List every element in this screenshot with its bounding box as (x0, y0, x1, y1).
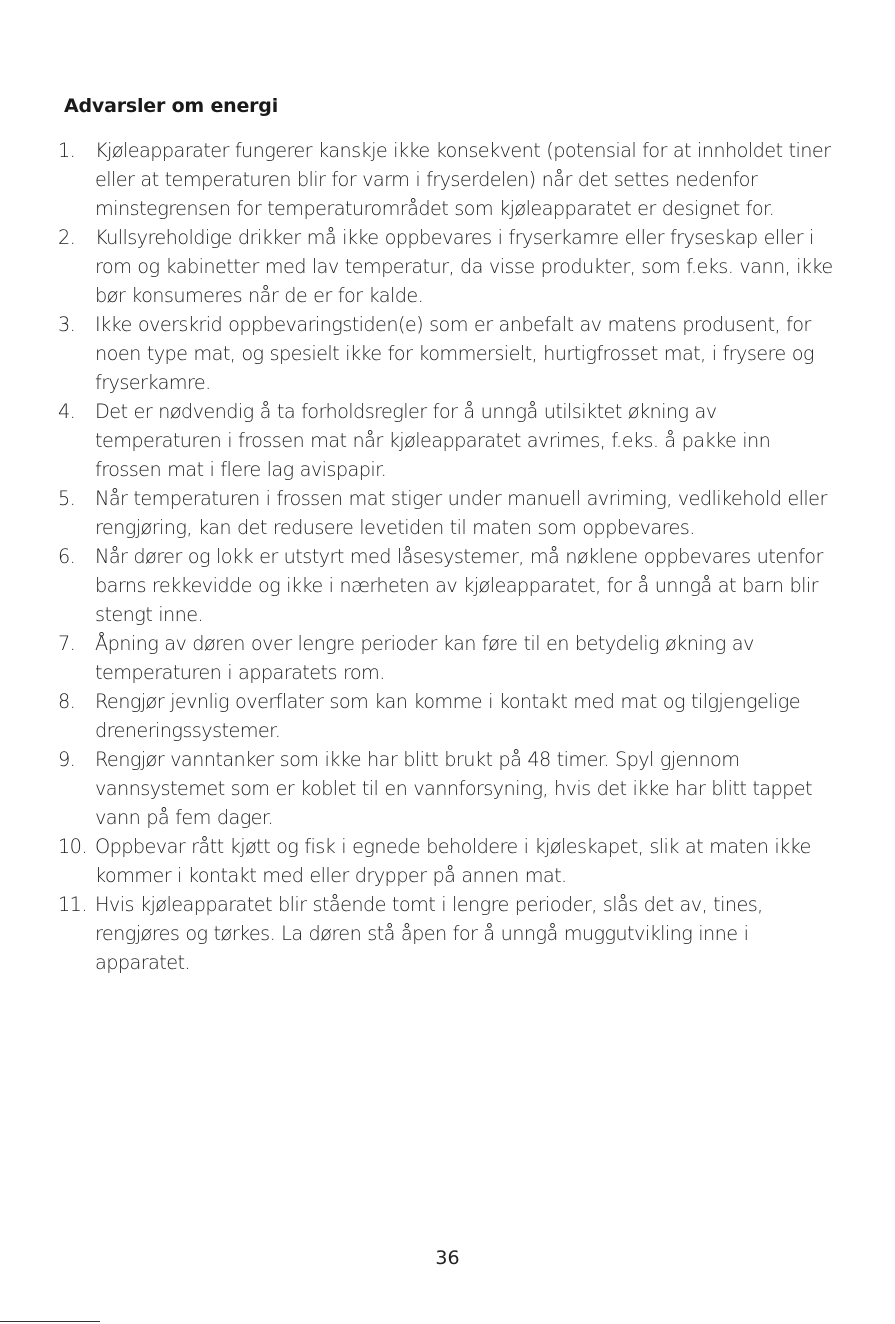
list-item-text: Oppbevar rått kjøtt og fisk i egnede beholdere i kjøleskapet, slik at maten ikke kommer i kontakt med eller drypper på annen mat. (95, 835, 811, 887)
list-item (58, 745, 838, 832)
list-item-number: 6. (58, 545, 76, 568)
page-number: 36 (435, 1247, 460, 1269)
section-heading: Advarsler om energi (64, 95, 279, 117)
list-item-number: 8. (58, 690, 76, 713)
list-item-text: Hvis kjøleapparatet blir stående tomt i lengre perioder, slås det av, tines, rengjøres og tørkes. La døren stå åpen for å unngå muggutvikling inne i apparatet. (95, 893, 763, 974)
list-item (58, 542, 838, 629)
list-item-number: 2. (58, 226, 76, 249)
list-item (58, 890, 838, 977)
list-item-text: Når dører og lokk er utstyrt med låsesystemer, må nøklene oppbevares utenfor barns rekkevidde og ikke i nærheten av kjøleapparatet, for å unngå at barn blir stengt inne. (95, 545, 823, 626)
list-item-number: 3. (58, 313, 76, 336)
list-item-number: 4. (58, 400, 76, 423)
list-item-text: Det er nødvendig å ta forholdsregler for å unngå utilsiktet økning av temperaturen i frossen mat når kjøleapparatet avrimes, f.eks. å pakke inn frossen mat i flere lag avispapir. (95, 400, 771, 481)
list-item-text: Kjøleapparater fungerer kanskje ikke konsekvent (potensial for at innholdet tiner eller at temperaturen blir for varm i fryserdelen) når det settes nedenfor minstegrensen for temperaturområdet som kjøleapparatet er designet for. (95, 139, 831, 220)
list-item (58, 310, 838, 397)
list-item-text: Åpning av døren over lengre perioder kan føre til en betydelig økning av temperaturen i apparatets rom. (95, 632, 754, 684)
list-item (58, 832, 838, 890)
list-item-number: 10. (58, 835, 87, 858)
list-item (58, 629, 838, 687)
list-item-text: Rengjør vanntanker som ikke har blitt brukt på 48 timer. Spyl gjennom vannsystemet som er koblet til en vannforsyning, hvis det ikke har blitt tappet vann på fem dager. (95, 748, 813, 829)
energy-warnings-list (58, 136, 838, 977)
list-item-number: 11. (58, 893, 87, 916)
list-item (58, 397, 838, 484)
list-item-number: 5. (58, 487, 76, 510)
list-item-number: 7. (58, 632, 76, 655)
list-item-text: Ikke overskrid oppbevaringstiden(e) som er anbefalt av matens produsent, for noen type mat, og spesielt ikke for kommersielt, hurtigfrosset mat, i frysere og fryserkamre. (95, 313, 814, 394)
list-item-text: Rengjør jevnlig overflater som kan komme i kontakt med mat og tilgjengelige dreneringssystemer. (95, 690, 801, 742)
list-item (58, 484, 838, 542)
list-item (58, 687, 838, 745)
list-item-number: 1. (58, 139, 76, 162)
list-item (58, 136, 838, 223)
list-item-number: 9. (58, 748, 76, 771)
footnote-divider (0, 1321, 100, 1322)
list-item (58, 223, 838, 310)
list-item-text: Kullsyreholdige drikker må ikke oppbevares i fryserkamre eller fryseskap eller i rom og kabinetter med lav temperatur, da visse produkter, som f.eks. vann, ikke bør konsumeres når de er for kalde. (95, 226, 833, 307)
list-item-text: Når temperaturen i frossen mat stiger under manuell avriming, vedlikehold eller rengjøring, kan det redusere levetiden til maten som oppbevares. (95, 487, 827, 539)
